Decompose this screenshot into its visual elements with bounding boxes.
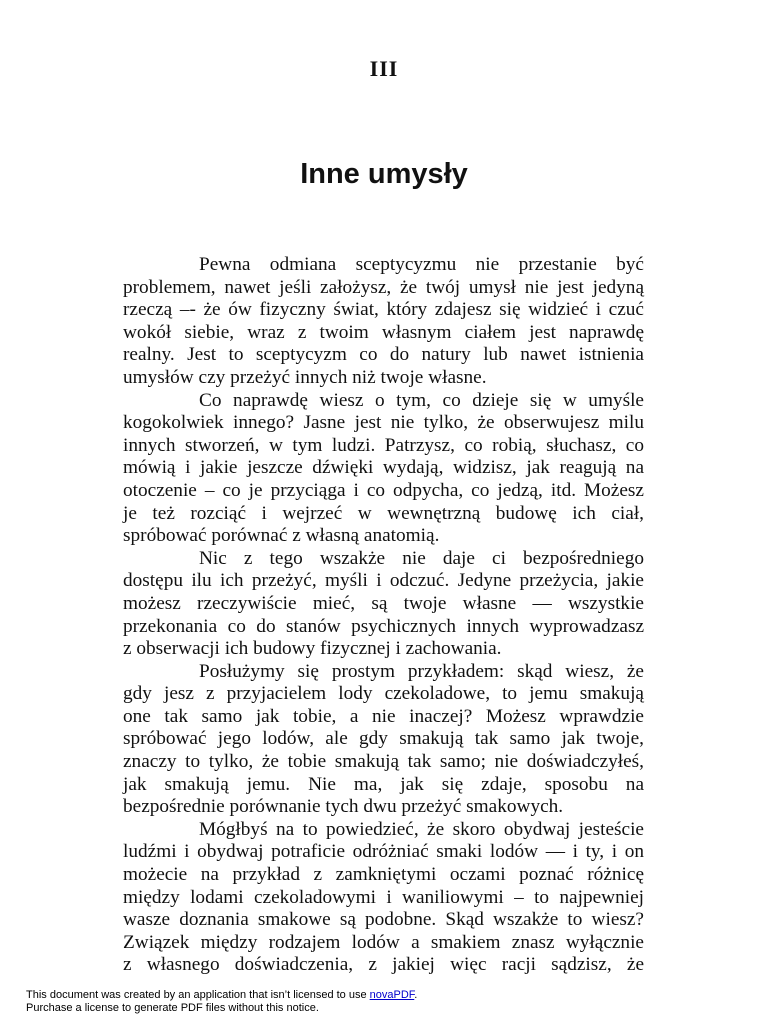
text-line: gdy jesz z przyjacielem lody czekoladowe, to jemu smakują [123, 683, 644, 705]
text-line: Posłużymy się prostym przykładem: skąd wiesz, że [199, 660, 644, 682]
text-line: realny. Jest to sceptycyzm co do natury lub nawet istnienia [123, 344, 644, 366]
text-line: między lodami czekoladowymi i waniliowymi – to najpewniej [123, 886, 644, 908]
text-line: spróbować jego lodów, ale gdy smakują tak samo jak twoje, [123, 728, 644, 750]
text-line: ludźmi i obydwaj potraficie odróżniać smaki lodów — i ty, i on [123, 841, 644, 863]
text-line: rzeczą –- że ów fizyczny świat, który zdajesz się widzieć i czuć [123, 299, 644, 321]
text-line: innych stworzeń, w tym ludzi. Patrzysz, co robią, słuchasz, co [123, 434, 644, 456]
text-line: wokół siebie, wraz z twoim własnym ciałem jest naprawdę [123, 321, 644, 343]
text-line: je też rozciąć i wejrzeć w wewnętrzną budowę ich ciał, [123, 502, 644, 524]
chapter-number: III [369, 56, 399, 81]
chapter-title: Inne umysły [300, 158, 468, 190]
text-line: możecie na przykład z zamkniętymi oczami poznać różnicę [123, 864, 644, 886]
text-line: Związek między rodzajem lodów a smakiem znasz wyłącznie [123, 931, 644, 953]
text-line: otoczenie – co je przyciąga i co odpycha, co jedzą, itd. Możesz [123, 479, 644, 501]
text-line: kogokolwiek innego? Jasne jest nie tylko, że obserwujesz milu [123, 412, 644, 434]
text-line: znaczy to tylko, że tobie smakują tak samo; nie doświadczyłeś, [123, 751, 644, 773]
text-line: z obserwacji ich budowy fizycznej i zachowania. [123, 638, 502, 660]
footer-notice-text: This document was created by an application that isn’t licensed to use [26, 989, 370, 1001]
text-line: z własnego doświadczenia, z jakiej więc racji sądzisz, że [123, 954, 644, 976]
text-line: dostępu ilu ich przeżyć, myśli i odczuć. Jedyne przeżycia, jakie [123, 570, 644, 592]
text-line: Nic z tego wszakże nie daje ci bezpośredniego [199, 547, 644, 569]
text-line: problemem, nawet jeśli założysz, że twój umysł nie jest jedyną [123, 276, 644, 298]
text-line: Co naprawdę wiesz o tym, co dzieje się w umyśle [199, 389, 644, 411]
text-line: umysłów czy przeżyć innych niż twoje własne. [123, 366, 487, 388]
license-footer [26, 989, 417, 1015]
text-line: one tak samo jak tobie, a nie inaczej? Możesz wprawdzie [123, 705, 644, 727]
text-line: jak smakują jemu. Nie ma, jak się zdaje, sposobu na [123, 773, 644, 795]
text-line: Pewna odmiana sceptycyzmu nie przestanie być [199, 254, 644, 275]
text-line: możesz rzeczywiście mieć, są twoje własne — wszystkie [123, 592, 644, 614]
text-line: przekonania co do stanów psychicznych innych wyprowadzasz [123, 615, 644, 637]
text-line: mówią i jakie jeszcze dźwięki wydają, widzisz, jak reagują na [123, 457, 644, 479]
text-line: spróbować porównać z własną anatomią. [123, 525, 440, 547]
text-line: wasze doznania smakowe są podobne. Skąd wszakże to wiesz? [123, 909, 644, 931]
body-text [123, 254, 644, 977]
novapdf-link[interactable]: novaPDF [369, 989, 415, 1001]
footer-line-2: Purchase a license to generate PDF files without this notice. [26, 1002, 319, 1014]
text-line: bezpośrednie porównanie tych dwu przeżyć smakowych. [123, 796, 564, 818]
text-line: Mógłbyś na to powiedzieć, że skoro obydwaj jesteście [199, 818, 644, 840]
footer-line-1 [26, 989, 417, 1002]
footer-period: . [414, 989, 418, 1001]
